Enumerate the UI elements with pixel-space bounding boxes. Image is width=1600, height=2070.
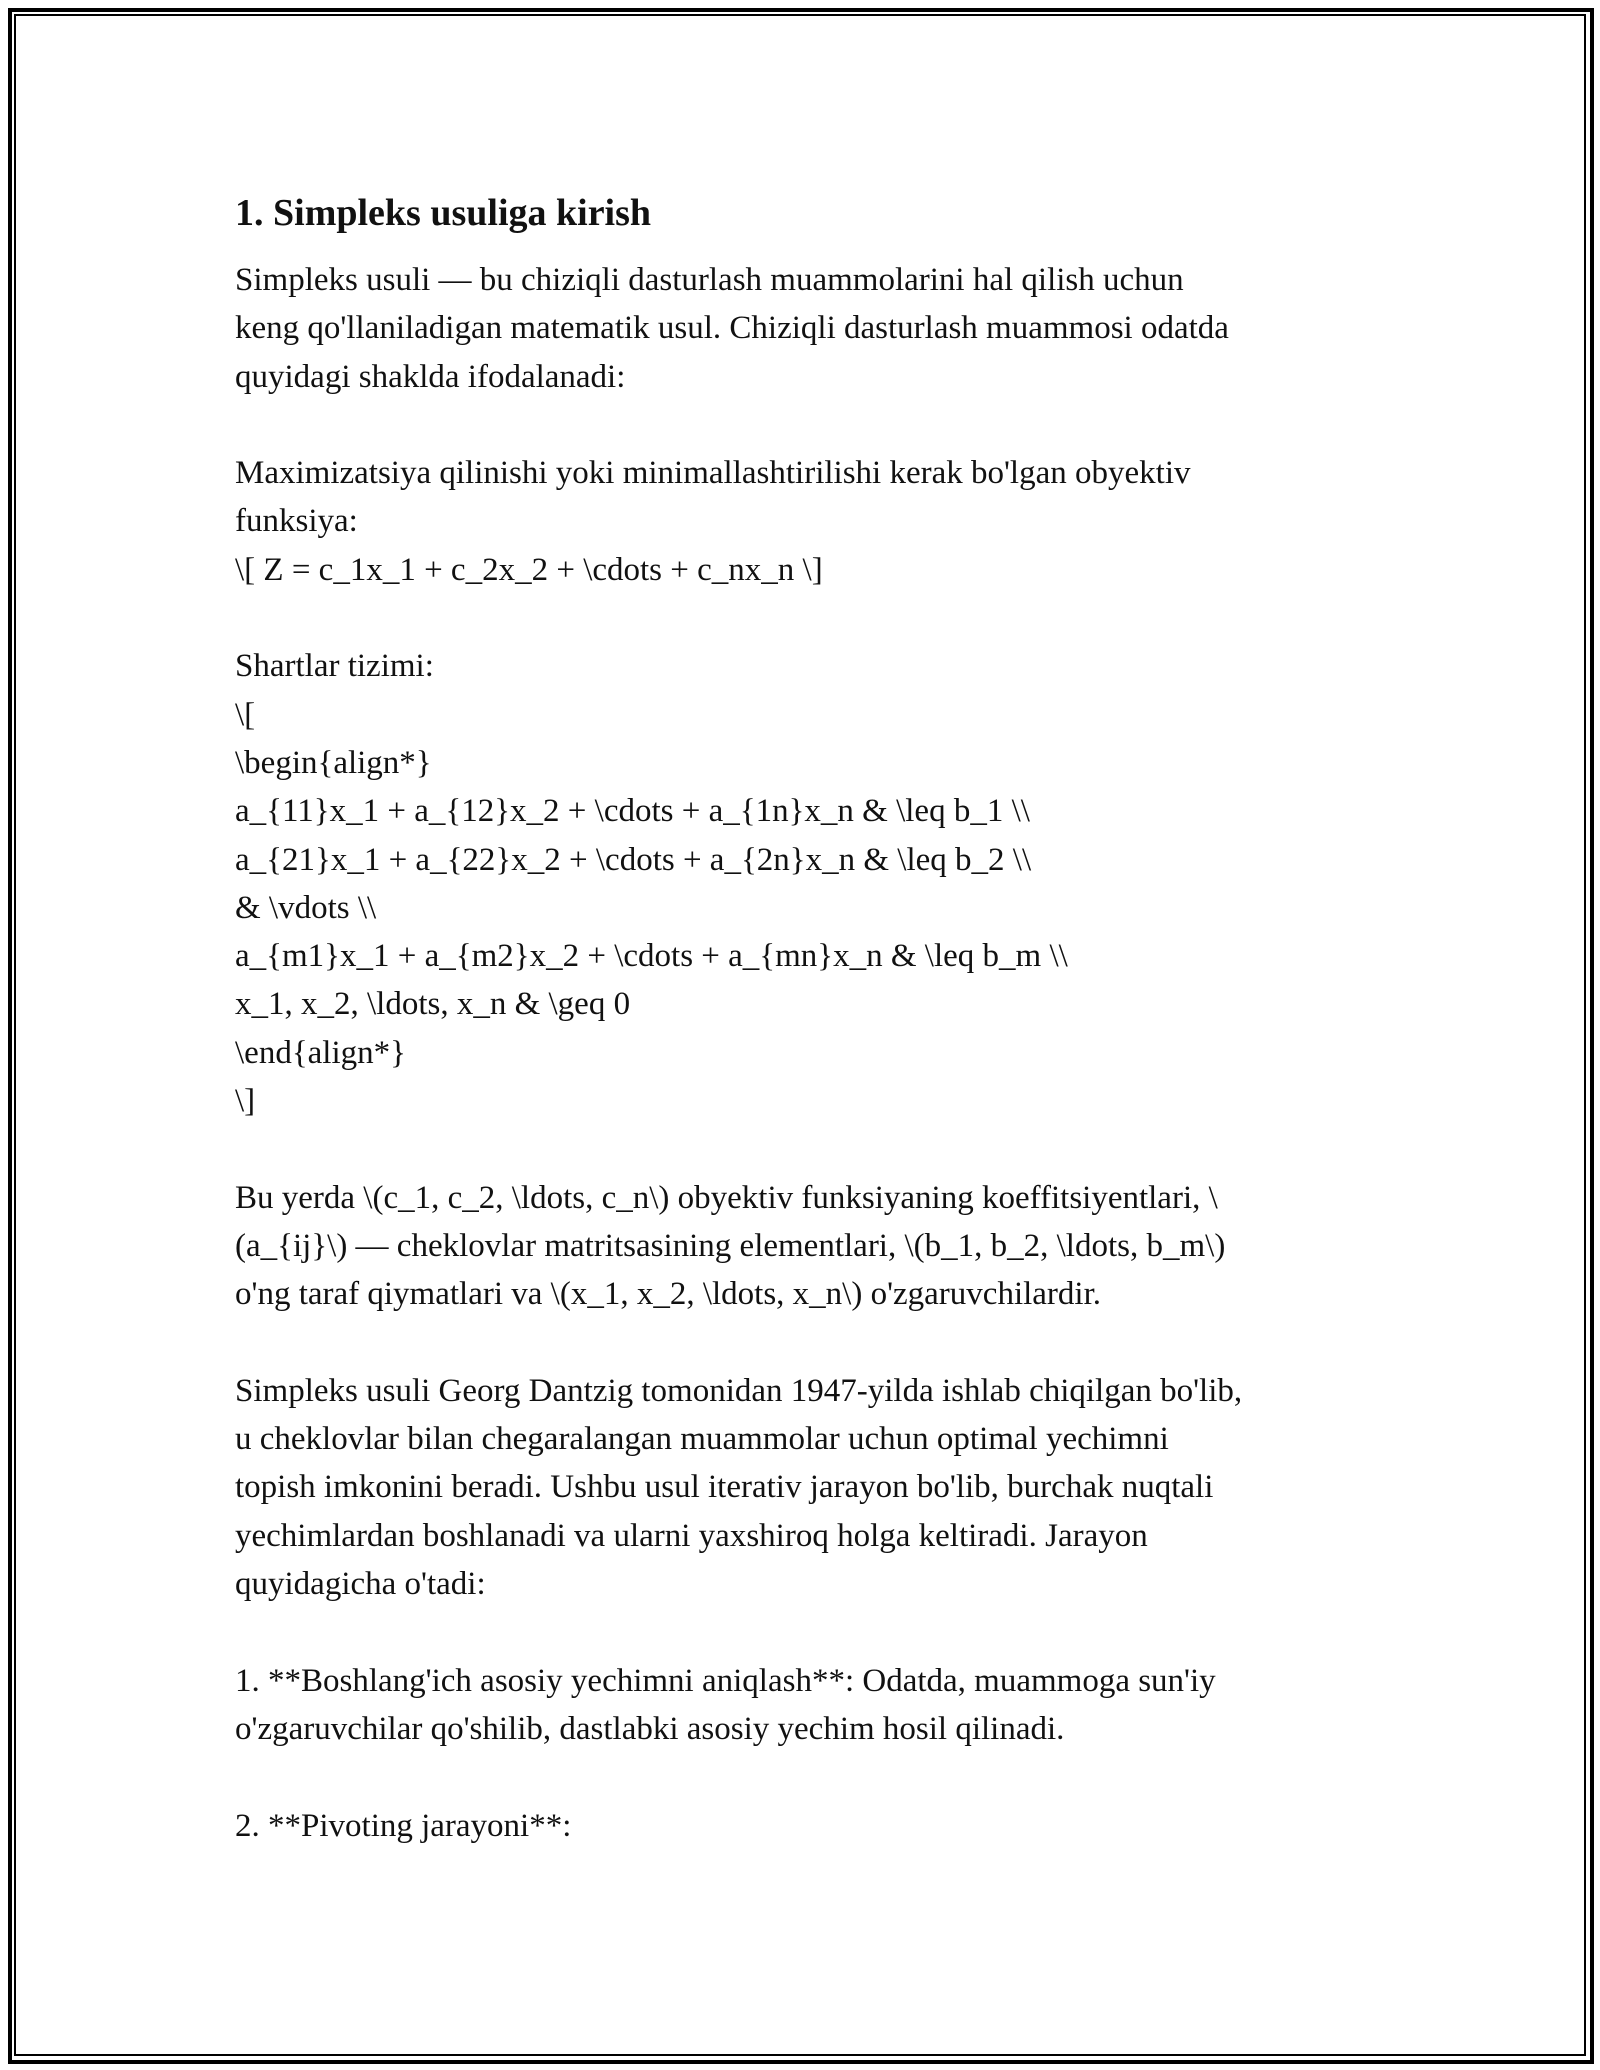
step-1-paragraph <box>235 1657 1365 1754</box>
text-line: Shartlar tizimi: <box>235 648 434 685</box>
step-2-paragraph <box>235 1802 1365 1850</box>
text-line: 2. **Pivoting jarayoni**: <box>235 1807 572 1844</box>
formula-line: \[ <box>235 696 256 733</box>
text-line: o'ng taraf qiymatlari va \(x_1, x_2, \ldots, x_n\) o'zgaruvchilardir. <box>235 1276 1102 1313</box>
paragraph-gap <box>235 1319 1365 1367</box>
text-line: keng qo'llaniladigan matematik usul. Chiziqli dasturlash muammosi odatda <box>235 310 1229 347</box>
document-body <box>235 186 1365 1850</box>
text-line: quyidagi shaklda ifodalanadi: <box>235 358 626 395</box>
history-paragraph <box>235 1367 1365 1608</box>
text-line: Maximizatsiya qilinishi yoki minimallashtirilishi kerak bo'lgan obyektiv <box>235 455 1191 492</box>
text-line: yechimlardan boshlanadi va ularni yaxshiroq holga keltiradi. Jarayon <box>235 1517 1148 1554</box>
formula-line: & \vdots \\ <box>235 889 377 926</box>
paragraph-gap <box>235 1753 1365 1801</box>
text-line: 1. **Boshlang'ich asosiy yechimni aniqlash**: Odatda, muammoga sun'iy <box>235 1662 1216 1699</box>
text-line: quyidagicha o'tadi: <box>235 1566 486 1603</box>
text-line: topish imkonini beradi. Ushbu usul iterativ jarayon bo'lib, burchak nuqtali <box>235 1469 1214 1506</box>
formula-line: a_{21}x_1 + a_{22}x_2 + \cdots + a_{2n}x_n & \leq b_2 \\ <box>235 841 1032 878</box>
section-heading: 1. Simpleks usuliga kirish <box>235 192 652 234</box>
paragraph-gap <box>235 1125 1365 1173</box>
formula-line: \end{align*} <box>235 1034 406 1071</box>
paragraph-gap <box>235 1608 1365 1656</box>
text-line: u cheklovlar bilan chegaralangan muammolar uchun optimal yechimni <box>235 1421 1169 1458</box>
formula-line: a_{11}x_1 + a_{12}x_2 + \cdots + a_{1n}x_n & \leq b_1 \\ <box>235 793 1030 830</box>
constraints-paragraph <box>235 642 1365 1125</box>
text-line: Simpleks usuli — bu chiziqli dasturlash muammolarini hal qilish uchun <box>235 262 1184 298</box>
formula-line: a_{m1}x_1 + a_{m2}x_2 + \cdots + a_{mn}x_n & \leq b_m \\ <box>235 938 1068 975</box>
text-line: funksiya: <box>235 503 358 540</box>
formula-line: x_1, x_2, \ldots, x_n & \geq 0 <box>235 986 631 1023</box>
text-line: o'zgaruvchilar qo'shilib, dastlabki asosiy yechim hosil qilinadi. <box>235 1710 1065 1747</box>
text-line: Bu yerda \(c_1, c_2, \ldots, c_n\) obyektiv funksiyaning koeffitsiyentlari, \ <box>235 1179 1218 1216</box>
intro-paragraph <box>235 256 1365 401</box>
formula-line: \] <box>235 1083 256 1120</box>
formula-line: \begin{align*} <box>235 744 432 781</box>
paragraph-gap <box>235 401 1365 449</box>
definitions-paragraph <box>235 1174 1365 1319</box>
objective-function-paragraph <box>235 449 1365 594</box>
paragraph-gap <box>235 594 1365 642</box>
formula-line: \[ Z = c_1x_1 + c_2x_2 + \cdots + c_nx_n \] <box>235 551 823 588</box>
text-line: (a_{ij}\) — cheklovlar matritsasining elementlari, \(b_1, b_2, \ldots, b_m\) <box>235 1227 1226 1264</box>
text-line: Simpleks usuli Georg Dantzig tomonidan 1947-yilda ishlab chiqilgan bo'lib, <box>235 1372 1243 1409</box>
